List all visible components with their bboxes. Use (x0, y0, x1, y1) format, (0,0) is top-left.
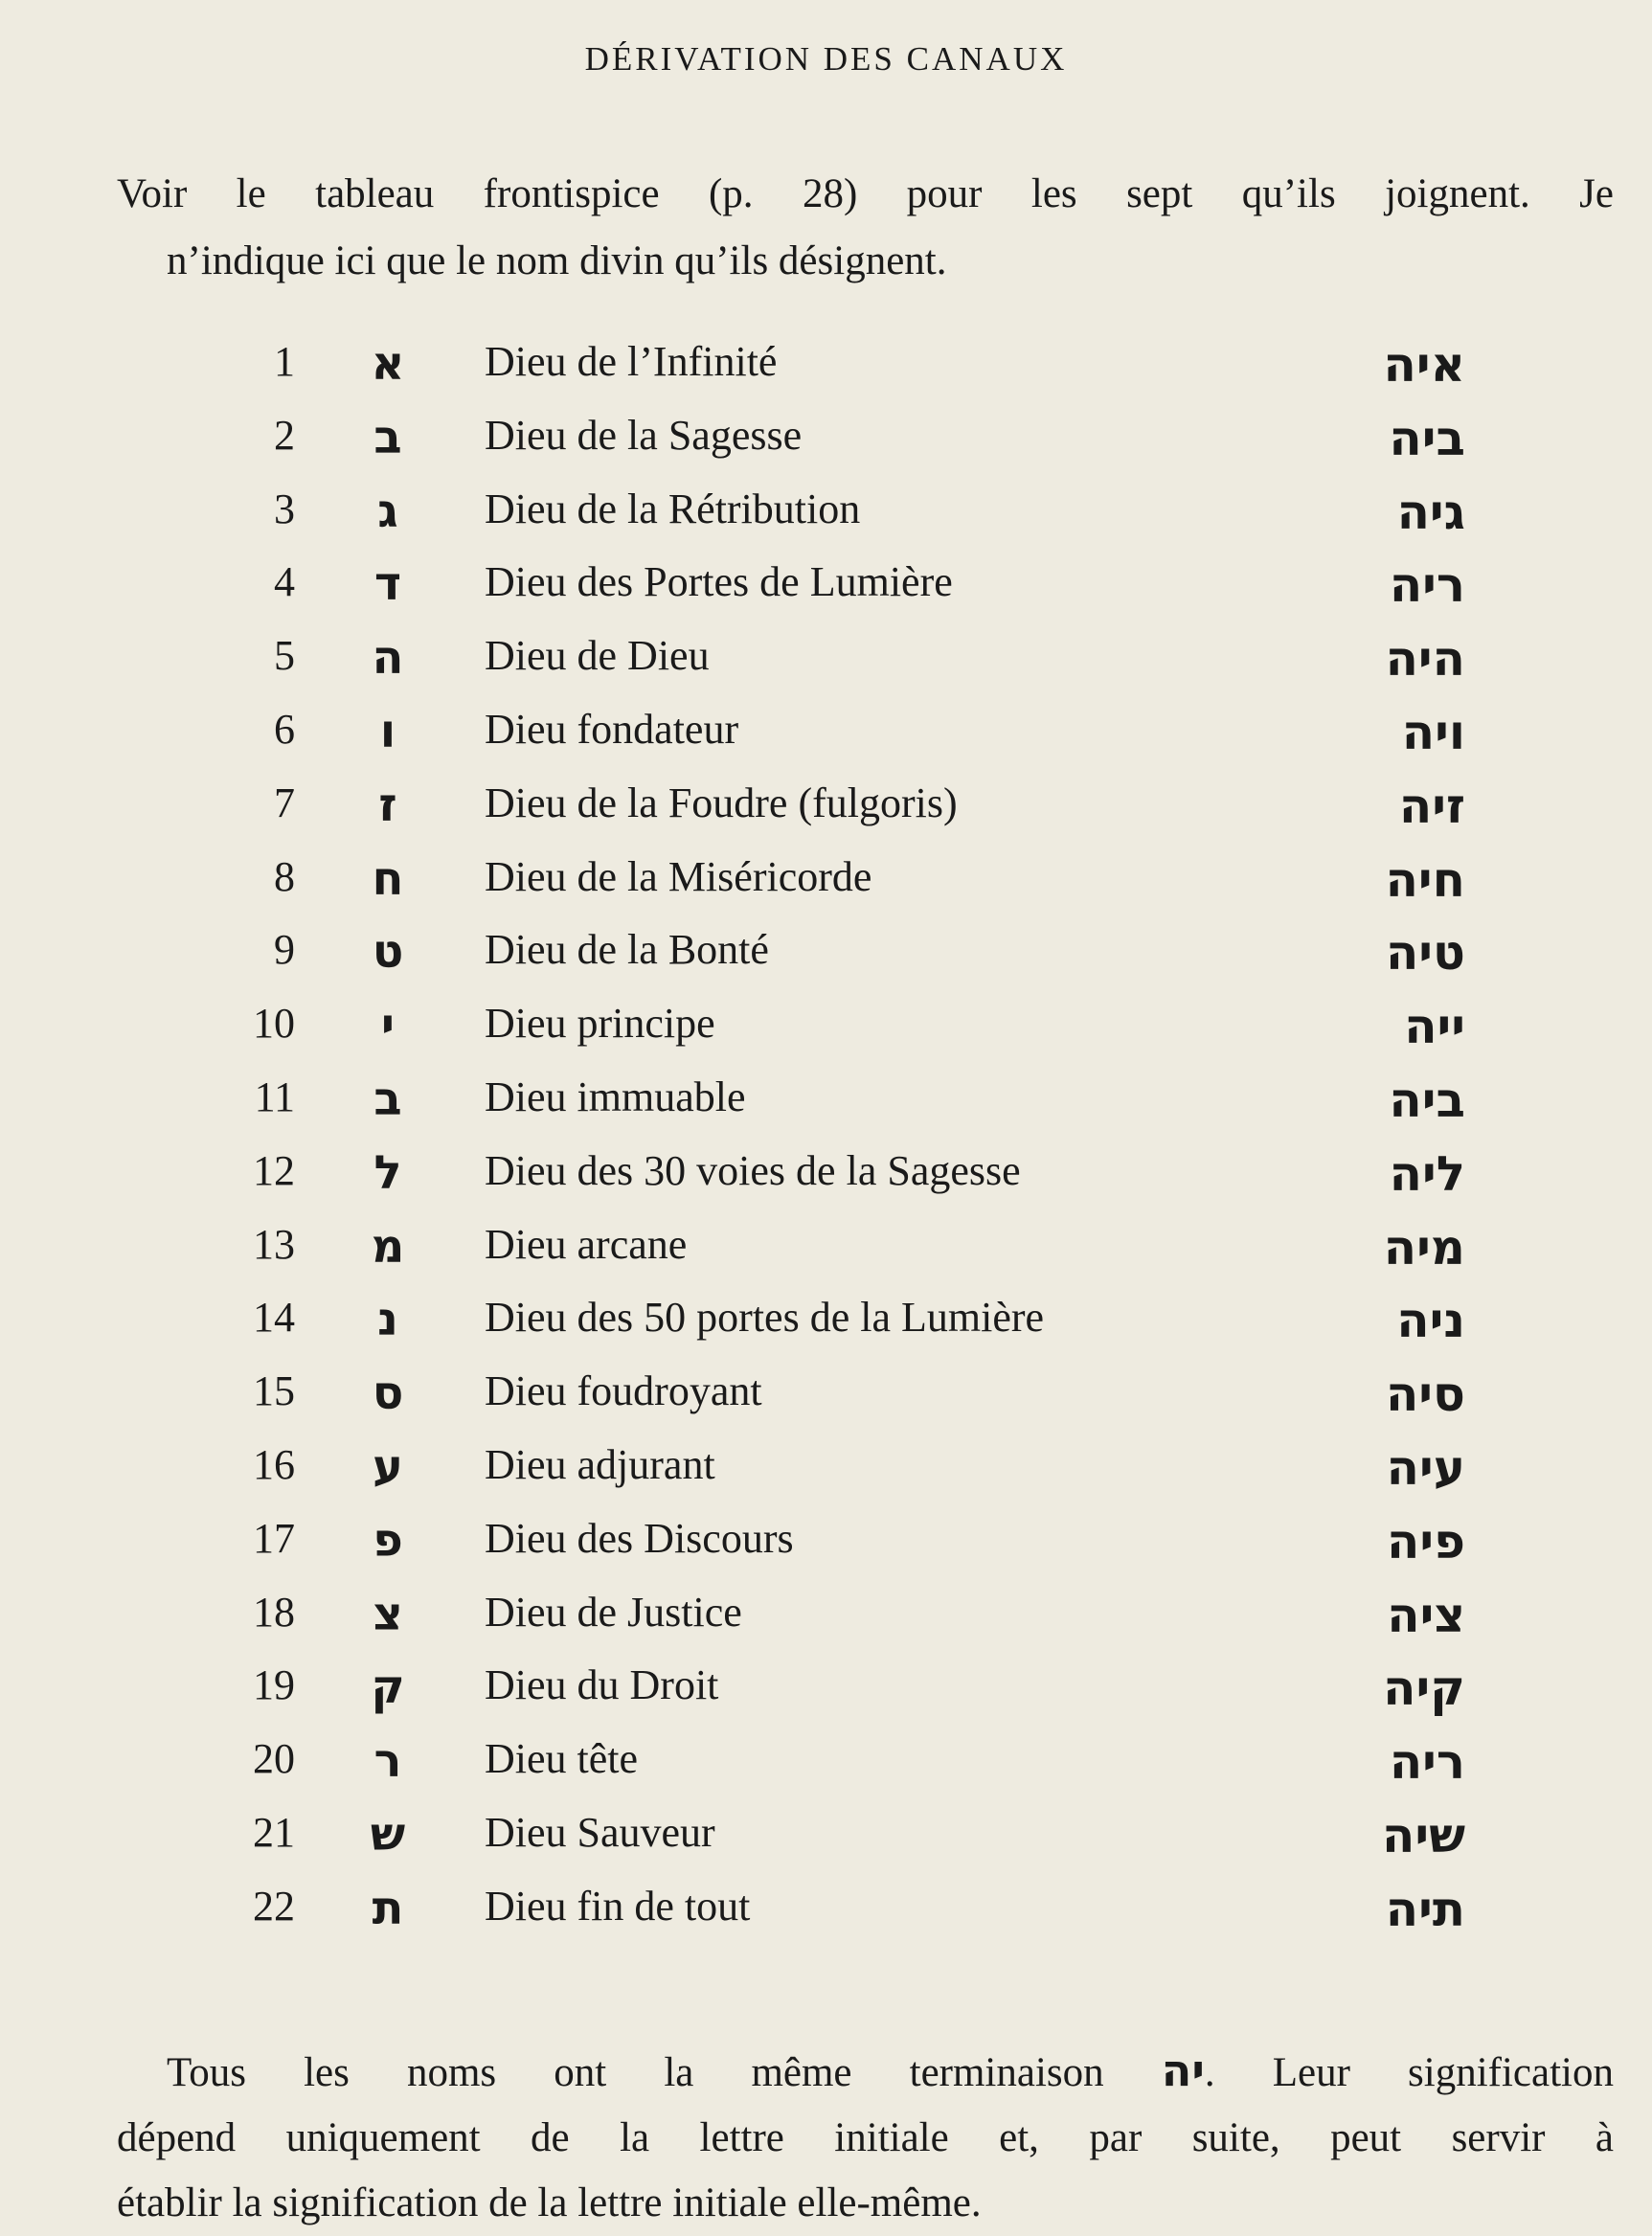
closing-line-1-text: Tous les noms ont la même terminaison (167, 2050, 1104, 2095)
hebrew-divine-name: איה (1383, 337, 1465, 393)
table-row (0, 411, 1652, 484)
intro-paragraph (117, 161, 1614, 295)
hebrew-suffix: יה (1161, 2044, 1205, 2096)
table-row (0, 1660, 1652, 1733)
hebrew-letter: ב (373, 410, 402, 464)
hebrew-letter: פ (373, 1513, 403, 1568)
row-number: 21 (253, 1809, 295, 1856)
row-number: 8 (274, 852, 295, 900)
hebrew-letter: נ (377, 1293, 398, 1347)
divine-name-description: Dieu des 50 portes de la Lumière (485, 1294, 1045, 1342)
hebrew-divine-name: עיה (1386, 1440, 1465, 1496)
divine-name-description: Dieu de Dieu (485, 632, 710, 680)
hebrew-letter: ו (379, 705, 396, 758)
hebrew-letter: ס (372, 1366, 404, 1421)
hebrew-divine-name: תיה (1385, 1881, 1465, 1937)
divine-name-description: Dieu adjurant (485, 1441, 715, 1488)
hebrew-letter: ז (378, 778, 397, 832)
table-row (0, 1366, 1652, 1439)
hebrew-divine-name: גיה (1396, 484, 1465, 540)
hebrew-letter: ג (377, 484, 398, 538)
table-row (0, 1293, 1652, 1366)
row-number: 6 (274, 706, 295, 753)
row-number: 12 (253, 1146, 295, 1194)
divine-name-description: Dieu de la Sagesse (485, 411, 803, 459)
hebrew-divine-name: מיה (1383, 1219, 1465, 1276)
page-header: DÉRIVATION DES CANAUX (584, 40, 1068, 78)
hebrew-divine-name: ויה (1401, 705, 1465, 760)
divine-name-description: Dieu de la Foudre (fulgoris) (485, 779, 958, 826)
table-row (0, 1882, 1652, 1954)
row-number: 10 (253, 1000, 295, 1048)
table-row (0, 557, 1652, 630)
table-row (0, 1514, 1652, 1587)
hebrew-divine-name: ריה (1389, 1734, 1465, 1791)
divine-name-description: Dieu du Droit (485, 1661, 719, 1709)
hebrew-letter: ת (372, 1881, 404, 1935)
row-number: 5 (274, 632, 295, 680)
divine-name-description: Dieu foudroyant (485, 1367, 762, 1415)
hebrew-divine-name: פיה (1387, 1513, 1465, 1570)
closing-line-3: établir la signification de la lettre initiale elle-même. (117, 2180, 982, 2225)
row-number: 18 (253, 1588, 295, 1636)
hebrew-divine-name: ייה (1404, 999, 1465, 1055)
row-number: 9 (274, 926, 295, 974)
row-number: 16 (253, 1441, 295, 1488)
hebrew-letter: ק (371, 1660, 405, 1715)
divine-name-description: Dieu de la Bonté (485, 926, 769, 974)
table-row (0, 925, 1652, 998)
row-number: 20 (253, 1735, 295, 1783)
table-row (0, 1588, 1652, 1660)
hebrew-letter: מ (371, 1219, 405, 1274)
hebrew-letter: ט (372, 925, 404, 980)
hebrew-divine-name: ליה (1389, 1145, 1465, 1202)
row-number: 17 (253, 1514, 295, 1562)
row-number: 2 (274, 411, 295, 459)
hebrew-divine-name: היה (1385, 631, 1465, 688)
divine-name-description: Dieu de la Rétribution (485, 485, 861, 532)
table-row (0, 1146, 1652, 1219)
hebrew-letter: ח (372, 851, 404, 906)
table-row (0, 631, 1652, 704)
hebrew-divine-name: סיה (1385, 1366, 1465, 1423)
table-row (0, 1734, 1652, 1807)
hebrew-divine-name: ציה (1387, 1587, 1465, 1643)
divine-name-description: Dieu Sauveur (485, 1809, 715, 1856)
divine-name-description: Dieu principe (485, 1000, 715, 1048)
table-row (0, 1808, 1652, 1881)
divine-name-description: Dieu de l’Infinité (485, 338, 778, 385)
hebrew-letter: א (371, 337, 405, 391)
hebrew-letter: ב (373, 1073, 402, 1126)
row-number: 19 (253, 1661, 295, 1709)
row-number: 13 (253, 1220, 295, 1268)
table-row (0, 1220, 1652, 1293)
divine-name-description: Dieu des 30 voies de la Sagesse (485, 1146, 1021, 1194)
hebrew-letter: ד (373, 557, 402, 612)
table-row (0, 705, 1652, 778)
table-row (0, 337, 1652, 410)
divine-name-description: Dieu des Discours (485, 1514, 794, 1562)
hebrew-divine-name: ריה (1389, 557, 1465, 614)
hebrew-divine-name: חיה (1385, 851, 1465, 908)
hebrew-letter: ש (370, 1808, 406, 1862)
closing-line-2: dépend uniquement de la lettre initiale et, par suite, peut servir à (117, 2115, 1614, 2160)
closing-paragraph (117, 2038, 1614, 2236)
hebrew-divine-name: ביה (1389, 410, 1465, 466)
row-number: 11 (254, 1073, 295, 1120)
divine-name-description: Dieu de la Miséricorde (485, 852, 872, 900)
divine-name-description: Dieu des Portes de Lumière (485, 558, 953, 606)
divine-name-description: Dieu arcane (485, 1220, 688, 1268)
hebrew-letter: י (380, 999, 396, 1053)
hebrew-letter: ל (373, 1145, 402, 1200)
table-row (0, 852, 1652, 925)
table-row (0, 1073, 1652, 1145)
hebrew-divine-name: ביה (1389, 1073, 1465, 1128)
hebrew-divine-name: ניה (1396, 1293, 1465, 1349)
divine-name-description: Dieu immuable (485, 1073, 746, 1120)
table-row (0, 999, 1652, 1072)
row-number: 14 (253, 1294, 295, 1342)
hebrew-divine-name: שיה (1382, 1808, 1465, 1863)
intro-line-1: Voir le tableau frontispice (p. 28) pour les sept qu’ils joignent. Je (117, 171, 1614, 216)
table-row (0, 1440, 1652, 1513)
closing-line-1-rest: . Leur signification (1204, 2050, 1614, 2095)
hebrew-letter: ר (373, 1734, 402, 1789)
row-number: 4 (274, 558, 295, 606)
row-number: 3 (274, 485, 295, 532)
hebrew-letter: צ (373, 1587, 403, 1641)
divine-name-description: Dieu tête (485, 1735, 639, 1783)
table-row (0, 779, 1652, 851)
hebrew-divine-name: זיה (1398, 778, 1465, 834)
table-row (0, 485, 1652, 557)
divine-name-description: Dieu de Justice (485, 1588, 742, 1636)
hebrew-letter: ה (372, 631, 404, 686)
row-number: 7 (274, 779, 295, 826)
hebrew-divine-name: טיה (1385, 925, 1465, 982)
hebrew-letter: ע (373, 1440, 403, 1494)
row-number: 1 (274, 338, 295, 385)
hebrew-divine-name: קיה (1383, 1660, 1465, 1717)
intro-line-2: n’indique ici que le nom divin qu’ils désignent. (167, 238, 947, 283)
divine-name-description: Dieu fondateur (485, 706, 739, 753)
divine-name-description: Dieu fin de tout (485, 1882, 751, 1930)
row-number: 22 (253, 1882, 295, 1930)
row-number: 15 (253, 1367, 295, 1415)
closing-line-1 (117, 2038, 1614, 2106)
